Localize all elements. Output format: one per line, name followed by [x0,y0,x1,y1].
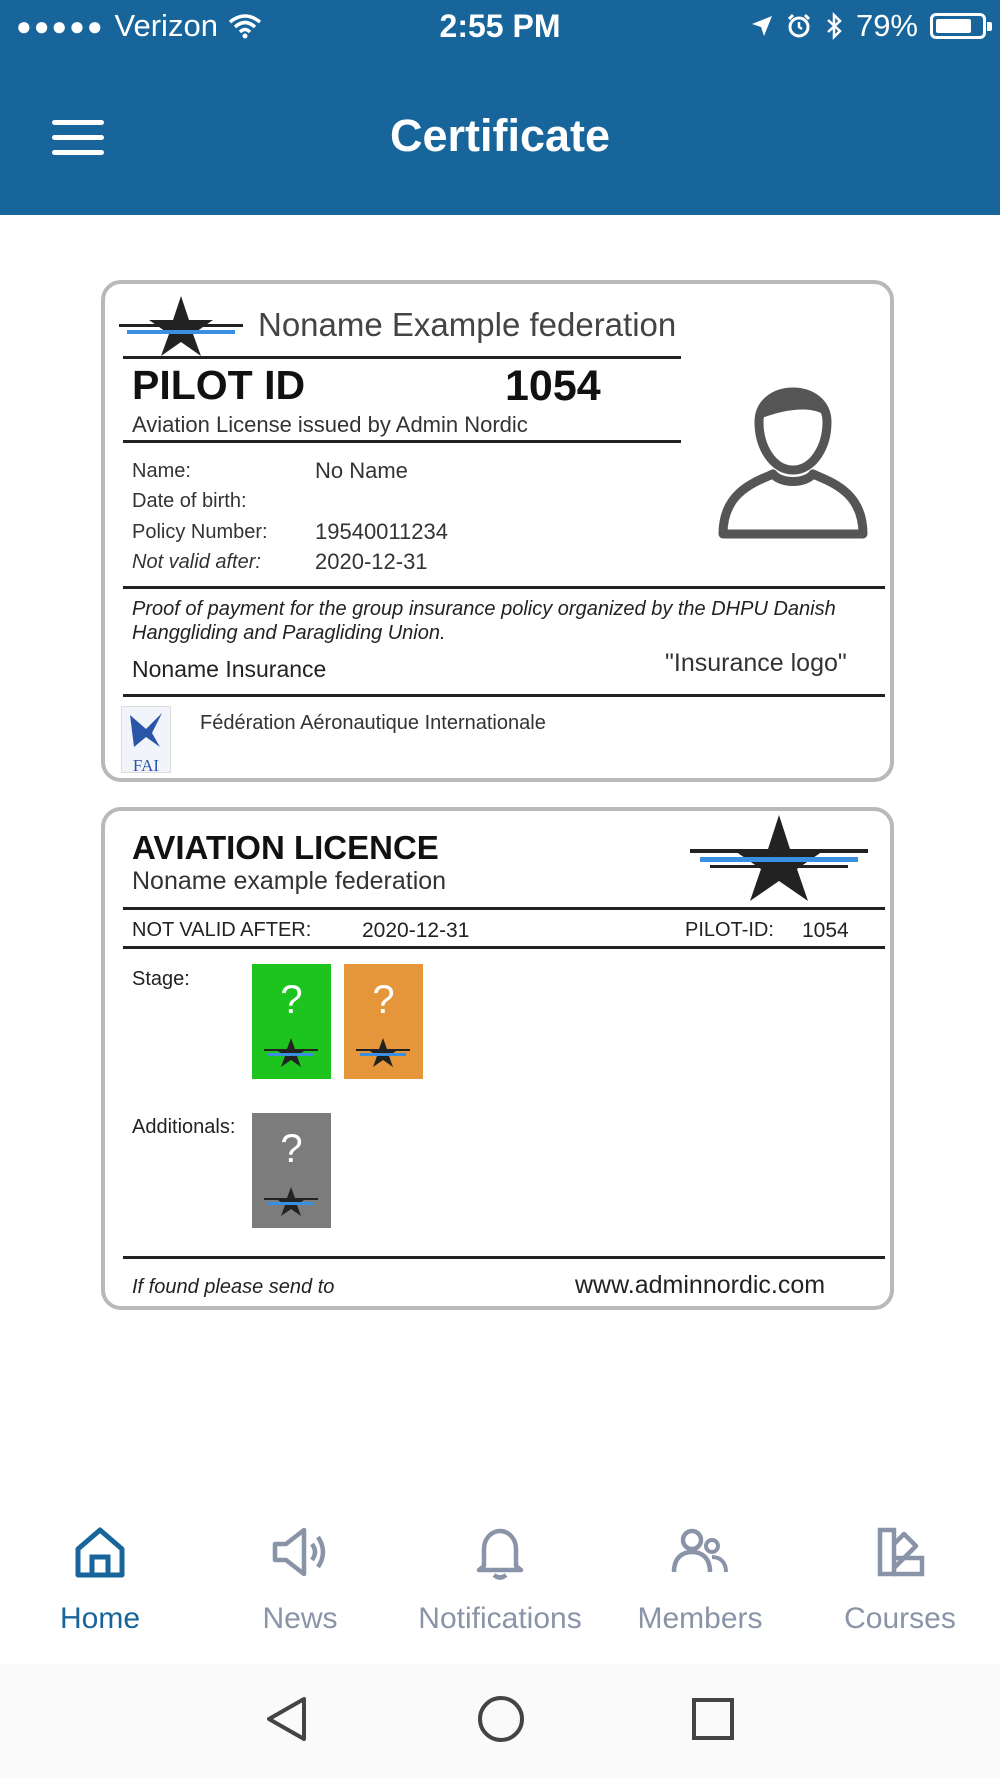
stage-badge-symbol: ? [280,978,303,1022]
divider [123,694,885,697]
website-link: www.adminnordic.com [575,1271,826,1299]
name-value: No Name [315,458,408,483]
proof-of-payment: Proof of payment for the group insurance policy organized by the DHPU Danish Hanggliding and Paragliding Union. [132,598,836,644]
federation-star-logo [688,813,870,903]
pilot-id-label: PILOT-ID: [685,919,774,941]
battery-icon [930,13,986,39]
divider [123,946,885,949]
signal-icon: ●●●●● [16,10,105,41]
policy-label: Policy Number: [132,521,268,543]
status-time: 2:55 PM [439,8,561,44]
bluetooth-icon [824,12,844,40]
mini-star-icon [262,1185,320,1217]
megaphone-icon [270,1522,330,1582]
system-nav-bar [0,1664,1000,1778]
fai-logo [121,706,171,773]
pilot-id-label: PILOT ID [132,362,306,408]
policy-value: 19540011234 [315,519,448,544]
carrier-label: Verizon [114,8,218,43]
fai-name: Fédération Aéronautique Internationale [200,712,546,734]
page-title: Certificate [389,110,611,161]
found-text: If found please send to [132,1276,335,1298]
divider [123,356,681,359]
pilot-id-value: 1054 [802,919,849,942]
alarm-icon [786,13,812,39]
members-icon [670,1522,730,1582]
nav-news-label: News [262,1602,338,1635]
nav-members[interactable] [600,1500,800,1660]
name-label: Name: [132,460,191,482]
not-valid-label: NOT VALID AFTER: [132,919,312,941]
mini-star-icon [354,1036,412,1068]
licence-title: AVIATION LICENCE [132,829,439,866]
stage-badge-symbol: ? [372,978,395,1022]
nav-notifications-label: Notifications [418,1602,582,1635]
nav-notifications[interactable] [400,1500,600,1660]
recents-icon[interactable] [690,1694,736,1744]
divider [123,440,681,443]
fai-bird-icon [122,707,170,752]
federation-star-logo [117,294,245,356]
aviation-licence-card [101,807,894,1310]
nav-home[interactable] [0,1500,200,1660]
issued-by: Aviation License issued by Admin Nordic [132,412,528,437]
divider [123,586,885,589]
mini-star-icon [262,1036,320,1068]
valid-value: 2020-12-31 [315,549,428,574]
app-header [0,0,1000,215]
stage-badge [344,964,423,1079]
dob-label: Date of birth: [132,490,247,512]
additional-badge-symbol: ? [280,1127,303,1171]
nav-members-label: Members [637,1602,763,1635]
additional-badge [252,1113,331,1228]
bell-icon [470,1522,530,1582]
divider [123,907,885,910]
pilot-id-number: 1054 [505,362,601,410]
divider [123,1256,885,1259]
nav-news[interactable] [200,1500,400,1660]
not-valid-value: 2020-12-31 [362,919,470,942]
avatar-icon [715,362,871,542]
nav-courses[interactable] [800,1500,1000,1660]
back-icon[interactable] [264,1694,310,1744]
battery-percent: 79% [855,8,918,43]
federation-name: Noname Example federation [258,306,677,343]
courses-icon [870,1522,930,1582]
licence-federation: Noname example federation [132,867,447,895]
insurance-logo: "Insurance logo" [665,649,847,677]
nav-home-label: Home [59,1602,141,1635]
home-icon [70,1522,130,1582]
insurance-name: Noname Insurance [132,656,327,682]
fai-logo-text: FAI [132,756,160,775]
stage-badge [252,964,331,1079]
nav-courses-label: Courses [844,1602,956,1635]
stage-label: Stage: [132,968,190,990]
location-arrow-icon [750,14,774,38]
home-circle-icon[interactable] [476,1694,526,1744]
pilot-id-card [101,280,894,782]
additionals-label: Additionals: [132,1116,236,1138]
status-bar [0,0,1000,56]
valid-label: Not valid after: [132,551,261,573]
bottom-nav [0,1500,1000,1660]
